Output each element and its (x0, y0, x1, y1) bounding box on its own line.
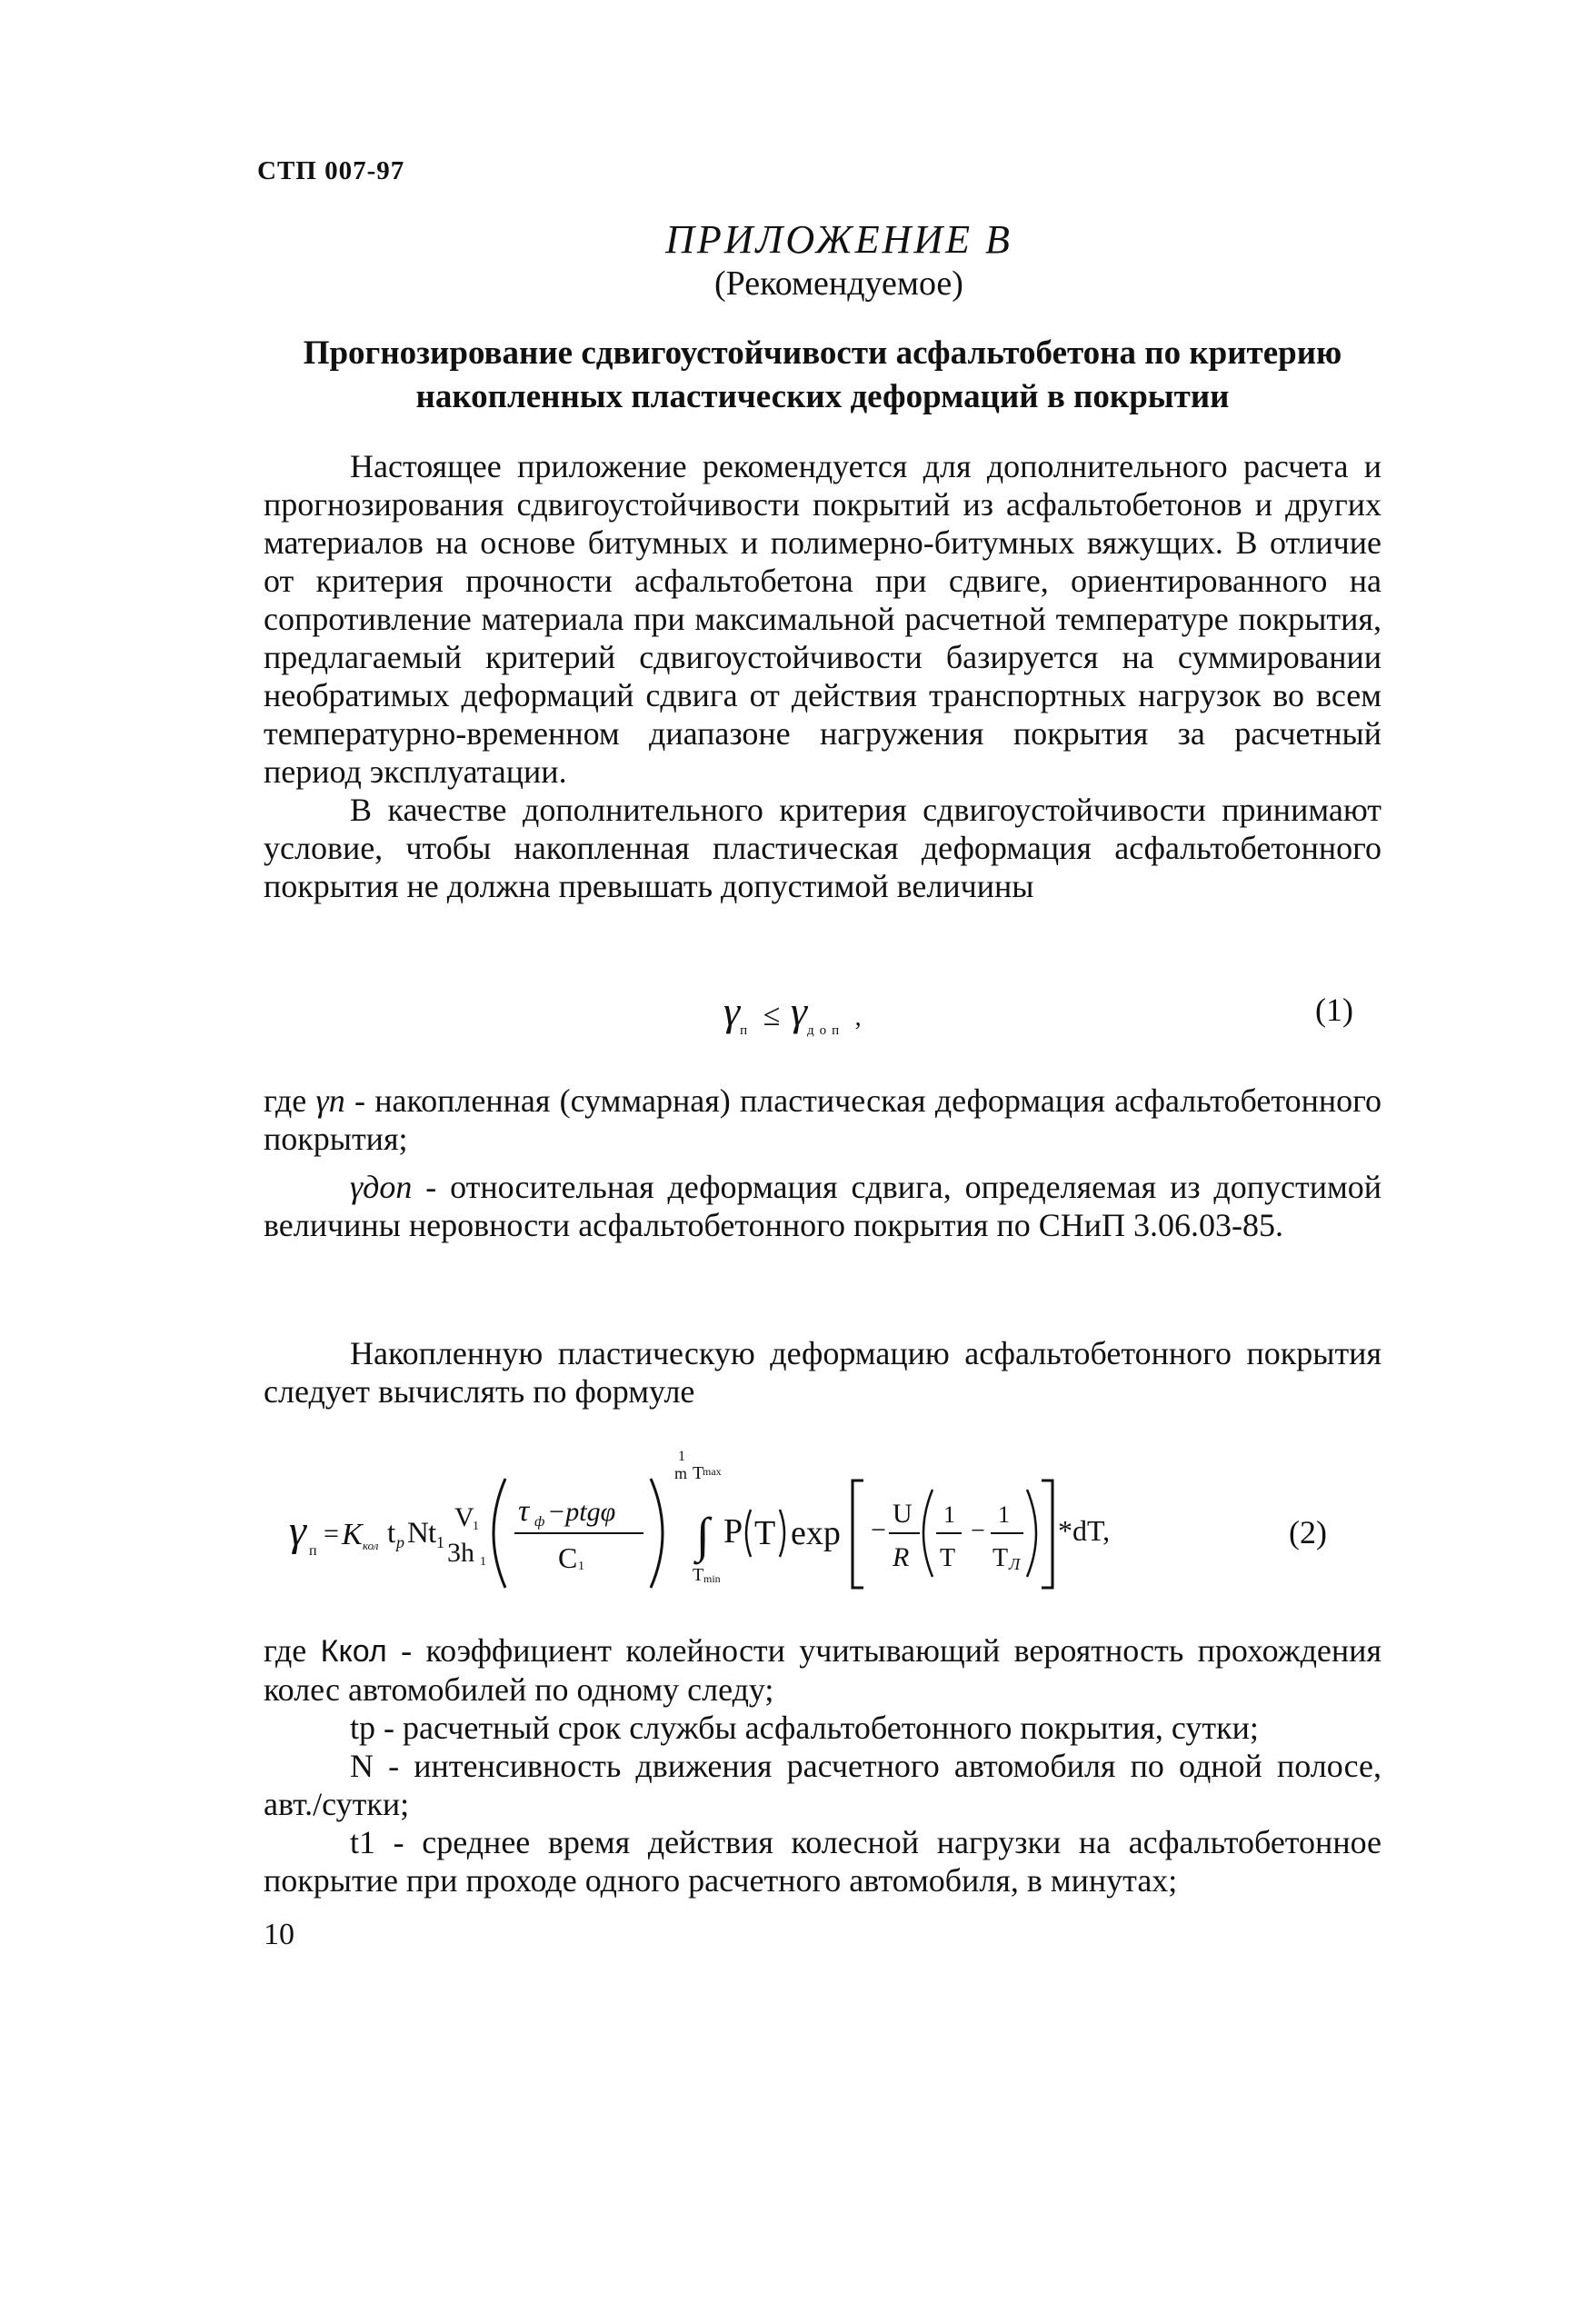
eq2-paren-inner-left (923, 1490, 933, 1577)
eq2-gamma: γ (289, 1507, 306, 1555)
eq2-3h: 3h (447, 1538, 474, 1568)
eq1-sub-dop: доп (806, 1023, 845, 1039)
eq2-int-top-sub: max (703, 1465, 722, 1478)
eq2-paren-inner-right (1027, 1490, 1036, 1577)
definition-gamma-n (264, 1082, 1382, 1158)
equation-2 (289, 1431, 1334, 1631)
eq2-tau: τ (518, 1494, 530, 1528)
eq2-T-var: T (754, 1514, 776, 1552)
section-heading (264, 332, 1382, 419)
eq1-gamma: γ (723, 988, 741, 1034)
eq2-paren-P-left (746, 1510, 751, 1557)
definition-text: - коэффициент колейности учитывающий вероятность прохождения колес автомобилей по одному следу; (264, 1632, 1382, 1708)
page-number: 10 (264, 1918, 294, 1951)
eq2-V: V (454, 1502, 474, 1532)
where-label: где (264, 1082, 307, 1119)
eq2-tau-sub: ф (534, 1514, 545, 1530)
eq2-paren-left (494, 1479, 505, 1588)
eq2-bracket-left (853, 1481, 863, 1588)
eq2-integral: ∫ (696, 1508, 710, 1562)
definition-text: - среднее время действия колесной нагрузки на асфальтобетонное покрытие при проходе одного расчетного автомобиля, в минутах; (264, 1824, 1382, 1899)
eq2-int-top: T (693, 1463, 704, 1483)
eq2-t1: t (428, 1517, 437, 1550)
eq2-int-bottom: T (693, 1565, 704, 1585)
definition-gamma-dop (264, 1168, 1382, 1244)
paragraph-2: В качестве дополнительного критерия сдвигоустойчивости принимают условие, чтобы накопленная пластическая деформация асфальтобетонного покрытия не должна превышать допустимой величины (264, 792, 1382, 904)
symbol-gamma-n: γп (315, 1082, 345, 1119)
appendix-title: ПРИЛОЖЕНИЕ В (665, 217, 1012, 262)
eq2-K-sub: кол (363, 1539, 379, 1552)
equation-1 (723, 987, 862, 1039)
symbol-kkol: Ккол (320, 1634, 387, 1669)
eq2-exp-1: 1 (678, 1449, 685, 1464)
definitions-eq2 (264, 1631, 1382, 1899)
paragraph-1: Настоящее приложение рекомендуется для дополнительного расчета и прогнозирования сдвигоустойчивости покрытий из асфальтобетонов и других материалов на основе битумных и полимерно-битумных вяжущих. В отличие от критерия прочности асфальтобетона при сдвиге, ориентированного на сопротивление материала при максимальной расчетной температуре покрытия, предлагаемый критерий сдвигоустойчивости базируется на суммировании необратимых деформаций сдвига от действия транспортных нагрузок во всем температурно-временном диапазоне нагружения покрытия за расчетный период эксплуатации. (264, 448, 1382, 790)
eq2-TL: T (993, 1544, 1009, 1572)
eq2-gamma-sub: п (309, 1543, 317, 1559)
eq2-tp-sub: p (396, 1533, 404, 1551)
definition-text: - расчетный срок службы асфальтобетонного покрытия, сутки; (384, 1710, 1259, 1746)
eq2-ptgphi: −ptgφ (547, 1497, 616, 1527)
eq2-bracket-right (1042, 1481, 1052, 1588)
eq2-R: R (893, 1542, 910, 1572)
eq2-exp: exp (791, 1514, 841, 1552)
eq2-C-sub: 1 (578, 1560, 584, 1573)
definition-text: - относительная деформация сдвига, определяемая из допустимой величины неровности асфальтобетонного покрытия по СНиП 3.06.03-85. (264, 1169, 1382, 1243)
eq2-paren-P-right (780, 1510, 784, 1557)
symbol-n: N (350, 1748, 374, 1784)
eq1-gamma-dop: γ (790, 988, 807, 1034)
eq2-K: K (342, 1518, 363, 1551)
eq2-T-den: T (940, 1544, 956, 1572)
eq2-V-sub: 1 (473, 1520, 479, 1533)
eq2-h-sub: 1 (480, 1555, 486, 1569)
eq2-paren-right (651, 1479, 663, 1588)
eq2-one-b: 1 (998, 1501, 1010, 1528)
symbol-gamma-dop: γдоп (350, 1169, 413, 1205)
heading-line-1: Прогнозирование сдвигоустойчивости асфальтобетона по критерию (303, 334, 1342, 372)
definition-text: - интенсивность движения расчетного автомобиля по одной полосе, авт./сутки; (264, 1748, 1382, 1822)
definition-t1 (264, 1823, 1382, 1899)
eq1-sub-n: п (740, 1023, 753, 1039)
eq2-one-a: 1 (943, 1501, 955, 1528)
paragraph-intro (264, 447, 1382, 905)
eq1-comma: , (854, 1003, 862, 1032)
eq2-int-bottom-sub: min (703, 1572, 721, 1585)
symbol-tp: tр (350, 1710, 376, 1746)
eq2-TL-sub: Л (1009, 1555, 1021, 1573)
equation-1-number: (1) (1315, 992, 1353, 1028)
eq1-relation: ≤ (763, 999, 781, 1032)
heading-line-2: накопленных пластических деформаций в покрытии (415, 378, 1230, 415)
eq2-equals: = (324, 1519, 339, 1549)
eq2-N: N (407, 1517, 429, 1550)
eq2-tail: *dT, (1058, 1514, 1111, 1547)
where-label: где (264, 1632, 307, 1669)
paragraph-3 (264, 1334, 1382, 1411)
definition-kkol (264, 1631, 1382, 1709)
eq2-exp-m: m (674, 1464, 688, 1482)
definition-text: - накопленная (суммарная) пластическая деформация асфальтобетонного покрытия; (264, 1082, 1382, 1157)
definition-n (264, 1747, 1382, 1823)
eq2-minus-2: − (971, 1517, 985, 1545)
eq2-P: P (723, 1512, 743, 1550)
paragraph-3-text: Накопленную пластическую деформацию асфальтобетонного покрытия следует вычислять по формуле (264, 1335, 1382, 1410)
appendix-status: (Рекомендуемое) (714, 264, 963, 303)
equation-2-number: (2) (1289, 1514, 1327, 1550)
document-code: СТП 007-97 (257, 156, 405, 185)
definition-tp (264, 1709, 1382, 1747)
eq2-minus: − (871, 1515, 886, 1545)
eq2-t1-sub: 1 (436, 1533, 444, 1551)
symbol-t1: t1 (350, 1824, 376, 1860)
eq2-tp: t (387, 1517, 396, 1550)
eq2-U: U (893, 1499, 913, 1529)
eq2-C: C (558, 1541, 578, 1574)
